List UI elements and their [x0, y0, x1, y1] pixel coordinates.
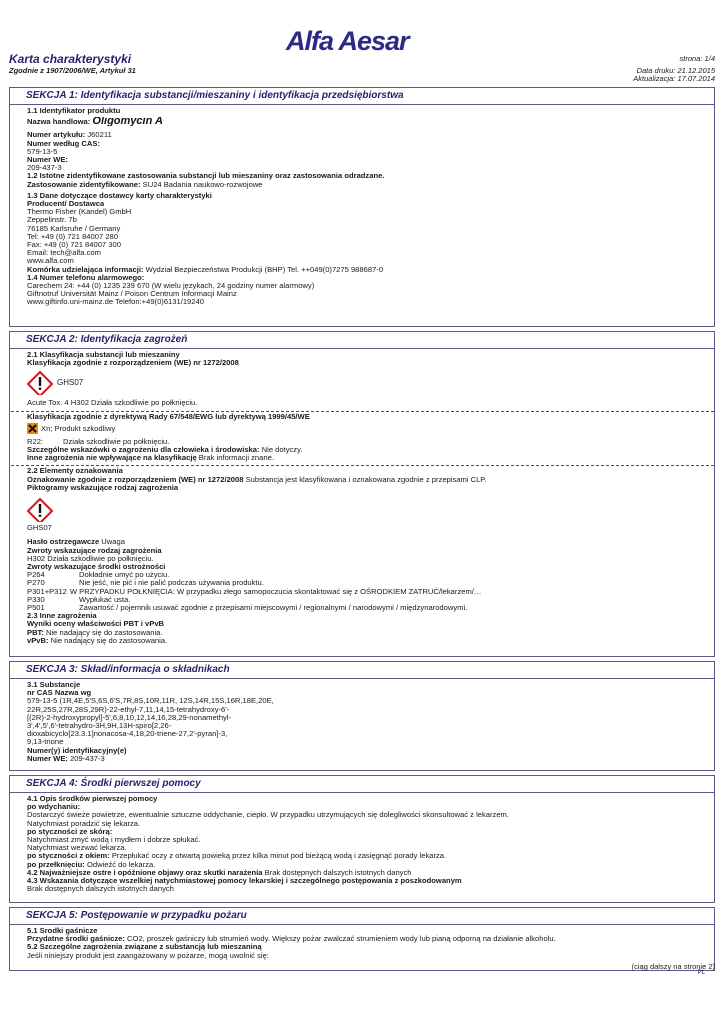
section-2-title: SEKCJA 2: Identyfikacja zagrożeń [10, 332, 714, 349]
special-row [27, 446, 698, 454]
special-value: Nie dotyczy. [261, 446, 303, 455]
precaution-code: P264 [27, 570, 45, 580]
skin-line: Natychmiast wezwać lekarza. [27, 844, 127, 853]
section-4 [9, 775, 715, 903]
swallow-label: po przełknięciu: [27, 860, 85, 869]
precaution-text: Dokładnie umyć po użyciu. [79, 570, 170, 580]
divider [11, 465, 714, 466]
precaution-code: P501 [27, 603, 45, 613]
s4-h42-value: Brak dostępnych dalszych istotnych danych [264, 868, 412, 877]
cas-name-head: nr CAS Nazwa wg [27, 689, 92, 698]
s3-h31: 3.1 Substancje [27, 681, 81, 689]
signal-row [27, 538, 698, 546]
document-subtitle: Zgodnie z 1907/2006/WE, Artykuł 31 [9, 66, 136, 75]
precaution-text: Nie jeść, nie pić i nie palić podczas używania produktu. [79, 578, 264, 588]
pictogram-head: Piktogramy wskazujące rodzaj zagrożenia [27, 483, 179, 492]
s4-h43-value: Brak dostępnych dalszych istotnych danych [27, 885, 174, 894]
pbt-label: PBT: [27, 628, 44, 637]
harmful-x-icon [27, 423, 38, 434]
exclamation-mark-icon [27, 498, 53, 522]
inhalation-line: Dostarczyć świeże powietrze, ewentualnie sztuczne oddychanie, ciepło. W przypadku utrzymujących się dolegliwości skonsultować z lekarzem. [27, 811, 509, 820]
signal-label: Hasło ostrzegawcze [27, 538, 100, 547]
s3-we-label: Numer WE: [27, 754, 68, 763]
chemical-name-line: 22R,25S,27R,28S,29R)-22-ethyl-7,11,14,15-tetrahydroxy-6'- [27, 705, 230, 714]
trade-name-label: Nazwa handlowa: [27, 117, 91, 127]
cas-label: Numer według CAS: [27, 139, 100, 148]
xn-row [27, 423, 698, 435]
precaution-code: P301+P312 [27, 586, 67, 596]
supplier-website[interactable]: www.alfa.com [27, 257, 74, 266]
s5-h52-value: Jeśli niniejszy produkt jest zaangażowany w pożarze, mogą uwolnić się: [27, 951, 269, 960]
section-5-title: SEKCJA 5: Postępowanie w przypadku pożaru [10, 908, 714, 925]
s3-we-row [27, 755, 698, 763]
skin-label: po styczności ze skórą: [27, 827, 113, 836]
article-value: J60211 [87, 131, 112, 140]
use-value: SU24 Badania naukowo-rozwojowe [142, 180, 263, 189]
ghs-label: GHS07 [57, 378, 84, 388]
r22-code: R22: [27, 437, 44, 446]
ghs-pictogram-block [27, 498, 698, 532]
supplier-line: Fax: +49 (0) 721 84007 300 [27, 241, 121, 250]
precaution-code: P270 [27, 578, 45, 588]
we-value: 209-437-3 [27, 164, 62, 173]
section-1-title: SEKCJA 1: Identyfikacja substancji/mieszaniny i identyfikacja przedsiębiorstwa [10, 88, 714, 105]
other-value: Brak informacji znane. [198, 454, 274, 463]
section-4-title: SEKCJA 4: Środki pierwszej pomocy [10, 776, 714, 793]
chemical-name-line: [(2R)-2-hydroxypropyl]-5',6,8,10,12,14,16,28,29-nonamethyl- [27, 713, 232, 722]
ghs-label: GHS07 [27, 524, 52, 533]
extinguish-row [27, 935, 698, 943]
vpvb-row [27, 637, 698, 645]
precaution-text: Zawartość / pojemnik usuwać zgodnie z przepisami miejscowymi / regionalnymi / narodowymi / międzynarodowymi. [79, 603, 468, 613]
signal-value: Uwaga [101, 538, 125, 547]
trade-name-row [27, 117, 698, 126]
s5-h52: 5.2 Szczególne zagrożenia związane z substancją lub mieszaniną [27, 943, 262, 952]
s1-h11: 1.1 Identyfikator produktu [27, 107, 121, 115]
page-number: strona: 1/4 [679, 54, 715, 63]
s4-h41: 4.1 Opis środków pierwszej pomocy [27, 795, 158, 803]
extinguish-value: CO2, proszek gaśniczy lub strumień wody. Większy pożar zwalczać strumieniem wody lub pianą odporną na działanie alkoholu. [127, 935, 556, 944]
emergency-line: www.giftinfo.uni-mainz.de Telefon:+49(0)6131/19240 [27, 298, 204, 307]
vpvb-value: Nie nadający się do zastosowania. [50, 636, 168, 645]
supplier-label: Producent/ Dostawca [27, 200, 105, 209]
use-row [27, 181, 698, 189]
brand-logo [286, 26, 456, 54]
brand-logo-text: Alfa Aesar [286, 26, 409, 56]
chemical-name-line: 9,13-trione [27, 738, 64, 747]
language-code: PL [697, 970, 705, 976]
id-head: Numer(y) identyfikacyjny(e) [27, 746, 127, 755]
acute-tox-line: Acute Tox. 4 H302 Działa szkodliwie po połknięciu. [27, 399, 198, 408]
r22-row [27, 438, 698, 446]
supplier-line: Zeppelinstr. 7b [27, 216, 77, 225]
label-row [27, 476, 698, 484]
s1-h12: 1.2 Istotne zidentyfikowane zastosowania substancji lub mieszaniny oraz zastosowania odradzane. [27, 172, 385, 181]
continued-note: (ciąg dalszy na stronie 2) [631, 962, 715, 971]
r22-text: Działa szkodliwie po połknięciu. [63, 437, 170, 446]
other-hazards-row [27, 454, 698, 462]
swallow-value: Odwieźć do lekarza. [86, 860, 156, 869]
s4-h42: 4.2 Najważniejsze ostre i opóźnione objawy oraz skutki narażenia [27, 868, 263, 877]
use-label: Zastosowanie zidentyfikowane: [27, 180, 141, 189]
section-5 [9, 907, 715, 971]
emergency-line: Carechem 24: +44 (0) 1235 239 670 (W wielu językach, 24 godziny numer alarmowy) [27, 282, 315, 291]
skin-line: Natychmiast zmyć wodą i mydłem i dobrze spłukać. [27, 836, 201, 845]
precaution-code: P330 [27, 594, 45, 604]
supplier-email[interactable]: Email: tech@alfa.com [27, 249, 101, 258]
eye-row [27, 852, 698, 860]
special-label: Szczególne wskazówki o zagrożeniu dla człowieka i środowiska: [27, 446, 260, 455]
eye-value: Przepłukać oczy z otwartą powieką przez kilka minut pod bieżącą wodą i zasięgnąć porady lekarza. [111, 852, 447, 861]
article-row [27, 131, 698, 139]
s3-we-value: 209-437-3 [70, 754, 105, 763]
clp-classification-head: Klasyfikacja zgodnie z rozporządzeniem (WE) nr 1272/2008 [27, 359, 239, 368]
section-2 [9, 331, 715, 657]
document-title: Karta charakterystyki [9, 52, 132, 66]
chemical-name-line: 579-13-5 (1R,4E,5'S,6S,6'S,7R,8S,10R,11R, 12S,14R,15S,16R,18E,20E, [27, 697, 274, 706]
article-label: Numer artykułu: [27, 131, 86, 140]
pbt-row [27, 629, 698, 637]
s2-h22: 2.2 Elementy oznakowania [27, 467, 123, 476]
s5-h51: 5.1 Środki gaśnicze [27, 927, 98, 935]
inhalation-line: Natychmiast poradzić się lekarza. [27, 819, 141, 828]
s4-h42-row [27, 869, 698, 877]
supplier-line: Thermo Fisher (Kandel) GmbH [27, 208, 132, 217]
hazard-line: H302 Działa szkodliwie po połknięciu. [27, 554, 154, 563]
precaution-text: Wypłukać usta. [79, 594, 131, 604]
other-label: Inne zagrożenia nie wpływające na klasyfikację [27, 454, 197, 463]
eye-label: po styczności z okiem: [27, 852, 110, 861]
chemical-name-line: 3',4',5',6'-tetrahydro-3H,9H,13H-spiro[2,26- [27, 722, 172, 731]
precaution-text: W PRZYPADKU POŁKNIĘCIA: W przypadku złego samopoczucia skontaktować się z OŚRODKIEM ZATRUĆ/lekarzem/… [69, 586, 482, 596]
pbt-head: Wyniki oceny właściwości PBT i vPvB [27, 620, 165, 629]
trade-name: Oligomycin A [92, 117, 163, 127]
info-label: Komórka udzielająca informacji: [27, 265, 144, 274]
s2-h23: 2.3 Inne zagrożenia [27, 612, 97, 621]
precaution-head: Zwroty wskazujące środki ostrożności [27, 563, 166, 572]
section-3 [9, 661, 715, 771]
dsd-classification-head: Klasyfikacja zgodnie z dyrektywą Rady 67/548/EWG lub dyrektywą 1999/45/WE [27, 412, 310, 421]
swallow-row [27, 861, 698, 869]
info-value: Wydział Bezpieczeństwa Produkcji (BHP) Tel. ++049(0)7275 988687-0 [145, 265, 384, 274]
s1-h13: 1.3 Dane dotyczące dostawcy karty charakterystyki [27, 191, 212, 200]
inhalation-label: po wdychaniu: [27, 803, 81, 812]
supplier-line: Tel: +49 (0) 721 84007 280 [27, 232, 118, 241]
s2-h21: 2.1 Klasyfikacja substancji lub mieszaniny [27, 351, 180, 359]
pbt-value: Nie nadający się do zastosowania. [46, 628, 163, 637]
precaution-row [27, 604, 698, 612]
extinguish-label: Przydatne środki gaśnicze: [27, 935, 125, 944]
label-value: Substancja jest klasyfikowana i oznakowana zgodnie z przepisami CLP. [245, 475, 487, 484]
vpvb-label: vPvB: [27, 636, 49, 645]
section-1 [9, 87, 715, 327]
info-row [27, 266, 698, 274]
print-date: Data druku: 21.12.2015 [636, 66, 715, 75]
s1-h14: 1.4 Numer telefonu alarmowego: [27, 273, 145, 282]
supplier-line: 76185 Karlsruhe / Germany [27, 224, 121, 233]
hazard-head: Zwroty wskazujące rodzaj zagrożenia [27, 546, 162, 555]
label-label: Oznakowanie zgodnie z rozporządzeniem (WE) nr 1272/2008 [27, 475, 244, 484]
update-date: Aktualizacja: 17.07.2014 [633, 74, 715, 83]
chemical-name-line: dioxabicyclo[23.3.1]nonacosa-4,18,20-triene-27,2'-pyran]-3, [27, 730, 228, 739]
xn-label: Xn; Produkt szkodliwy [41, 423, 116, 433]
exclamation-mark-icon [27, 371, 53, 395]
section-3-title: SEKCJA 3: Skład/informacja o składnikach [10, 662, 714, 679]
ghs-pictogram-row [27, 371, 698, 395]
divider [11, 411, 714, 412]
s4-h43: 4.3 Wskazania dotyczące wszelkiej natychmiastowej pomocy lekarskiej i szczególnego postępowania z poszkodowanym [27, 877, 462, 886]
cas-value: 579-13-5 [27, 147, 58, 156]
we-label: Numer WE: [27, 156, 68, 165]
emergency-line: Giftnotruf Universität Mainz / Poison Centrum Informacji Mainz [27, 290, 237, 299]
